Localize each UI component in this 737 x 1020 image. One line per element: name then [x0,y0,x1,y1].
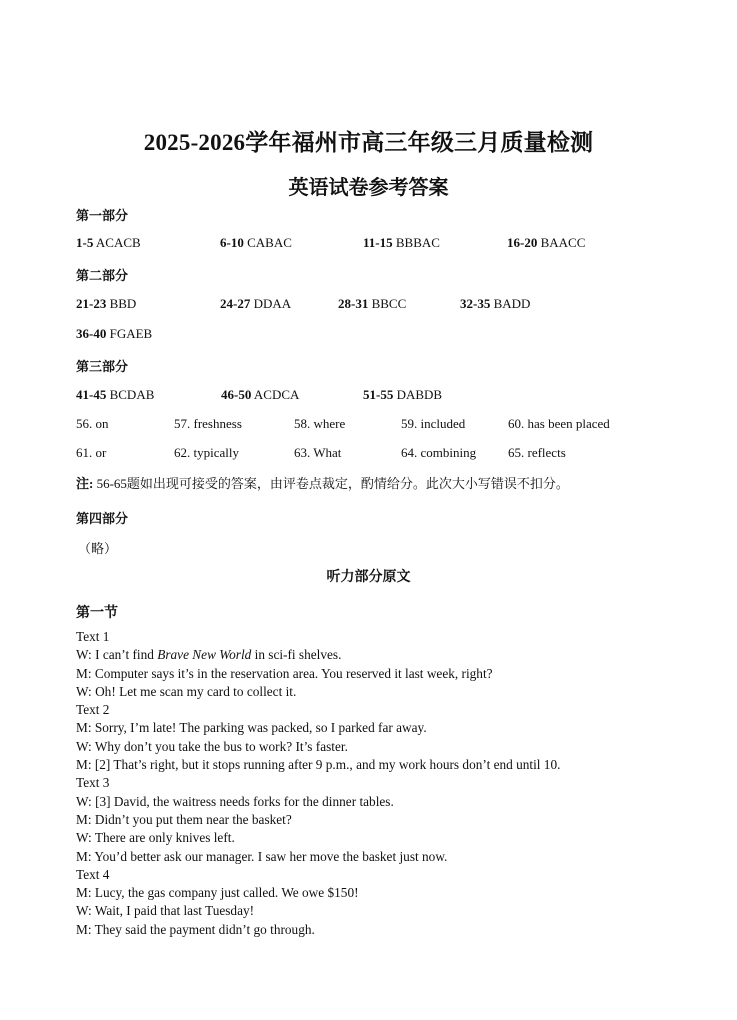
answer-letters: BAACC [540,235,586,250]
transcript-line: W: Why don’t you take the bus to work? It’s faster. [76,738,348,754]
transcript-line: W: [3] David, the waitress needs forks for the dinner tables. [76,793,394,809]
fill-answer: 64. combining [401,445,477,460]
transcript-line: Text 1 [76,629,110,644]
answer-group [76,235,141,251]
transcript-line: Text 4 [76,866,110,882]
answer-letters: ACDCA [253,387,300,402]
fill-answer: 61. or [76,445,107,460]
fill-answer: 65. reflects [508,445,566,460]
answer-letters: DABDB [396,387,443,402]
fill-answer: 58. where [294,416,346,431]
answer-group [76,296,136,312]
answer-letters: BBBAC [395,235,440,250]
part4-heading: 第四部分 [76,511,129,526]
transcript-line: Text 2 [76,702,110,718]
book-title: Brave New World [157,647,252,663]
answer-range: 1-5 [76,235,94,250]
transcript-line: M: Didn’t you put them near the basket? [76,811,292,827]
answer-group [221,387,299,403]
answer-range: 32-35 [460,296,491,311]
answer-group [363,387,442,403]
answer-range: 11-15 [363,235,393,250]
part4-omitted: （略） [78,541,118,556]
transcript-line: M: Sorry, I’m late! The parking was packed, so I parked far away. [76,720,427,736]
answer-group [220,296,291,312]
fill-answer: 60. has been placed [508,416,610,431]
transcript-line: Text 3 [76,775,110,791]
answer-group [220,235,292,251]
note-text: 56-65题如出现可接受的答案，由评卷点裁定，酌情给分。此次大小写错误不扣分。 [93,476,569,491]
part2-heading: 第二部分 [76,268,129,283]
transcript-line: W: Oh! Let me scan my card to collect it. [76,683,297,699]
answer-range: 24-27 [220,296,251,311]
listening-title: 听力部分原文 [326,570,411,585]
transcript-line: M: They said the payment didn’t go through. [76,921,315,937]
answer-group [76,326,152,342]
transcript-line: M: You’d better ask our manager. I saw her move the basket just now. [76,848,448,864]
transcript-line: M: Computer says it’s in the reservation area. You reserved it last week, right? [76,665,493,681]
fill-answer: 63. What [294,445,342,460]
answer-letters: ACACB [95,235,141,250]
answer-letters: BADD [493,296,531,311]
fill-answer: 57. freshness [174,416,242,431]
answer-range: 6-10 [220,235,244,250]
transcript-line-end: in sci-fi shelves. [251,647,342,663]
answer-group [338,296,406,312]
document-title: 2025-2026学年福州市高三年级三月质量检测 [143,130,594,155]
transcript-line: W: There are only knives left. [76,830,235,846]
answer-range: 46-50 [221,387,252,402]
part3-heading: 第三部分 [76,359,129,374]
answer-letters: FGAEB [109,326,153,341]
answer-group [363,235,440,251]
document-subtitle: 英语试卷参考答案 [288,177,449,199]
answer-range: 41-45 [76,387,107,402]
answer-letters: CABAC [247,235,292,250]
answer-group [460,296,530,312]
answer-letters: BCDAB [109,387,155,402]
transcript-line: M: Lucy, the gas company just called. We owe $150! [76,885,359,901]
answer-letters: BBD [109,296,137,311]
listening-transcript [76,628,676,939]
part1-heading: 第一部分 [76,208,129,223]
listening-section-heading: 第一节 [76,606,118,621]
note-label: 注: [76,476,94,491]
transcript-line: W: Wait, I paid that last Tuesday! [76,903,255,919]
answer-range: 21-23 [76,296,107,311]
transcript-line: M: [2] That’s right, but it stops running after 9 p.m., and my work hours don’t end until 10. [76,757,561,773]
answer-letters: BBCC [371,296,407,311]
answer-range: 51-55 [363,387,394,402]
transcript-line-start: W: I can’t find [76,647,158,663]
answer-range: 28-31 [338,296,369,311]
transcript-line [76,646,676,664]
grading-note [76,473,569,492]
answer-group [76,387,154,403]
fill-answer: 59. included [401,416,466,431]
answer-group [507,235,585,251]
answer-range: 16-20 [507,235,538,250]
answer-range: 36-40 [76,326,107,341]
fill-answer: 56. on [76,416,109,431]
fill-answer: 62. typically [174,445,239,460]
answer-letters: DDAA [253,296,292,311]
